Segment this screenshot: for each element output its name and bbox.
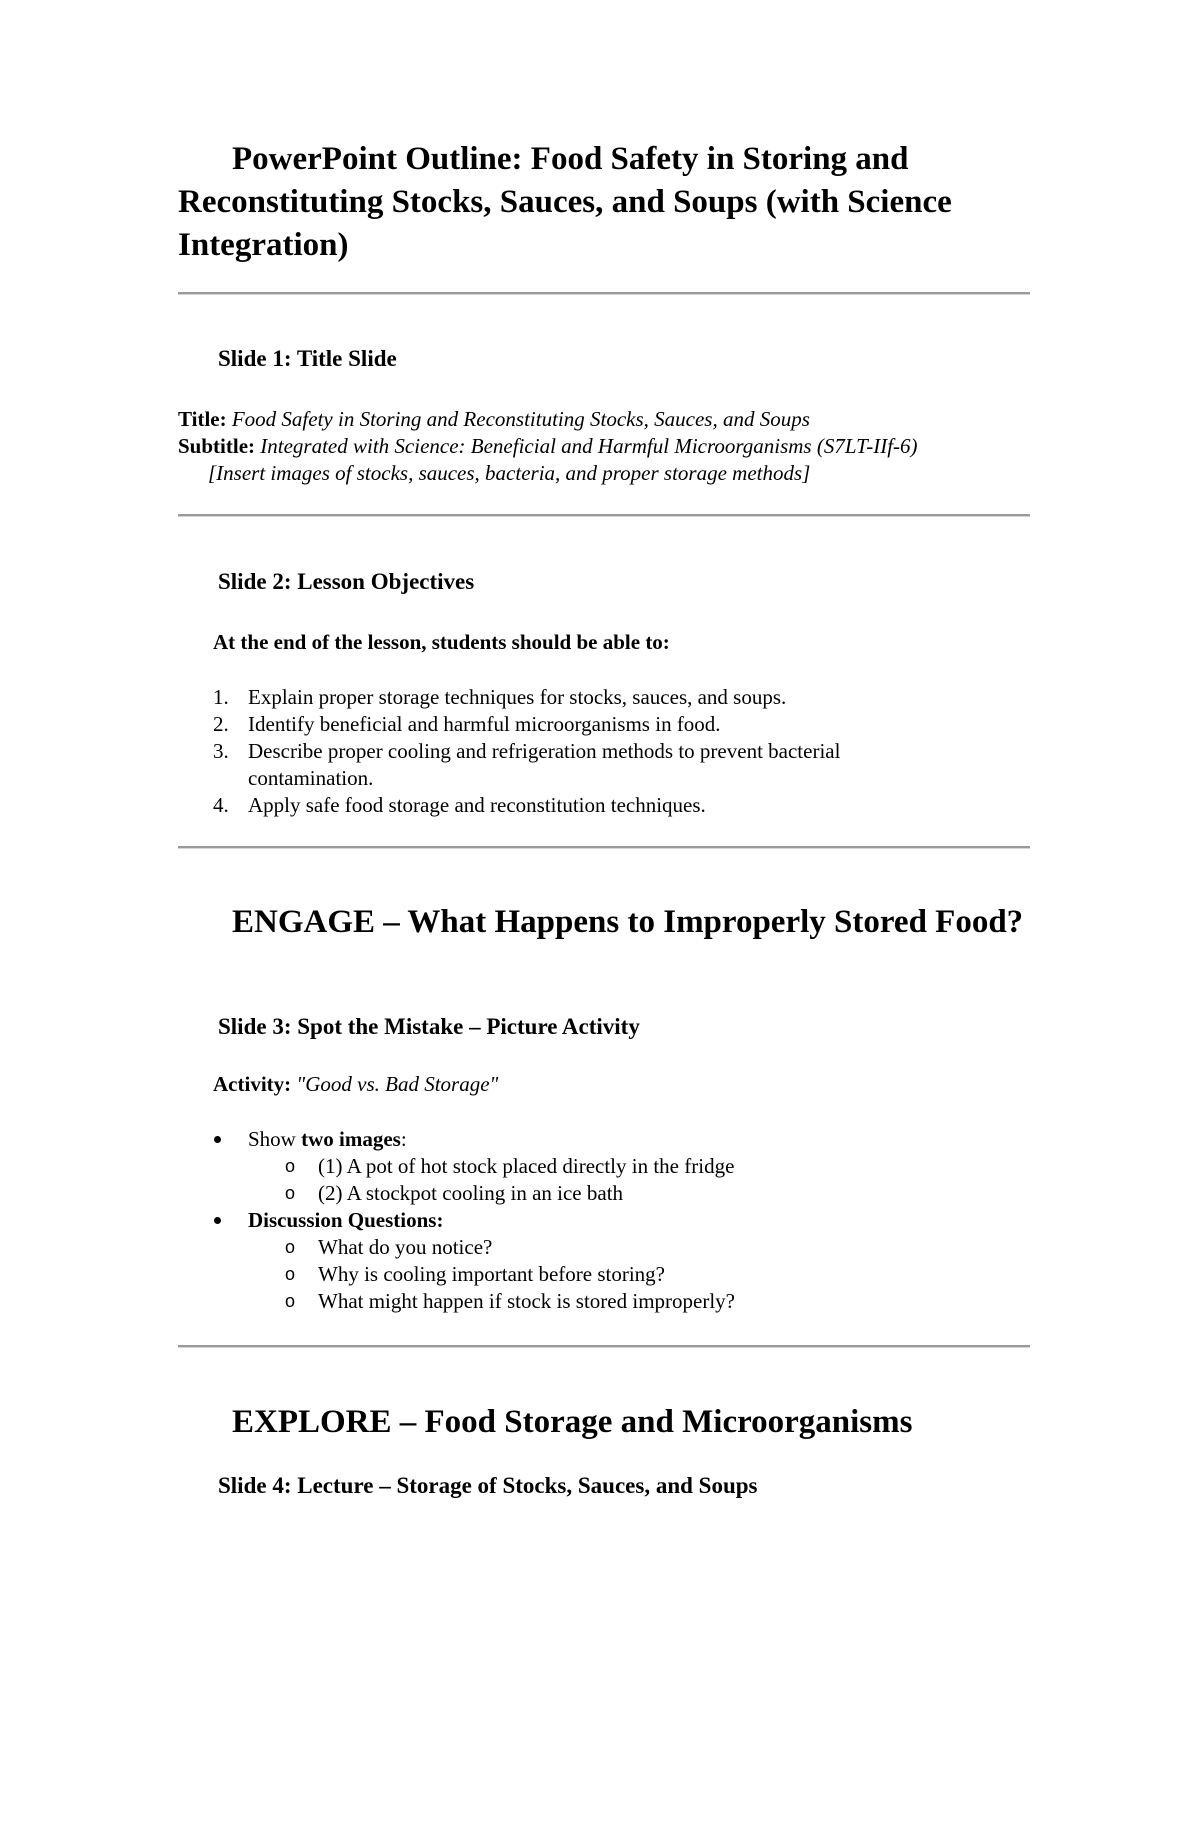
slide-3-heading: Slide 3: Spot the Mistake – Picture Activity bbox=[218, 1014, 640, 1039]
title-label: Title: bbox=[178, 407, 227, 431]
subtitle-label: Subtitle: bbox=[178, 434, 256, 458]
document-title: PowerPoint Outline: Food Safety in Storing and Reconstituting Stocks, Sauces, and Soups (with Science Integration) bbox=[178, 141, 952, 263]
sub-bullet-icon: o bbox=[285, 1183, 296, 1203]
objective-number: 3. bbox=[213, 739, 229, 763]
question-item: What might happen if stock is stored improperly? bbox=[318, 1289, 735, 1313]
engage-section-heading: ENGAGE – What Happens to Improperly Stored Food? bbox=[232, 904, 1024, 940]
sub-bullet-icon: o bbox=[285, 1264, 296, 1284]
horizontal-rule bbox=[178, 292, 1030, 295]
objective-number: 2. bbox=[213, 712, 229, 736]
activity-label: Activity: bbox=[213, 1072, 292, 1096]
sub-bullet-icon: o bbox=[285, 1291, 296, 1311]
activity-value: "Good vs. Bad Storage" bbox=[296, 1072, 499, 1096]
slide-1-subtitle-line bbox=[178, 434, 918, 459]
question-item: What do you notice? bbox=[318, 1235, 493, 1259]
objective-item: Explain proper storage techniques for stocks, sauces, and soups. bbox=[248, 685, 787, 709]
show-prefix: Show bbox=[248, 1127, 296, 1151]
slide-2-heading: Slide 2: Lesson Objectives bbox=[218, 569, 475, 594]
show-images-item bbox=[248, 1127, 407, 1152]
slide-4-heading: Slide 4: Lecture – Storage of Stocks, Sauces, and Soups bbox=[218, 1473, 758, 1498]
bullet-icon bbox=[214, 1217, 221, 1224]
objectives-intro: At the end of the lesson, students should be able to: bbox=[213, 630, 670, 654]
question-item: Why is cooling important before storing? bbox=[318, 1262, 666, 1286]
title-value: Food Safety in Storing and Reconstituting Stocks, Sauces, and Soups bbox=[231, 407, 810, 431]
image-note: [Insert images of stocks, sauces, bacteria, and proper storage methods] bbox=[208, 461, 811, 485]
discussion-questions-label: Discussion Questions: bbox=[248, 1208, 444, 1232]
objective-number: 4. bbox=[213, 793, 229, 817]
explore-section-heading: EXPLORE – Food Storage and Microorganisms bbox=[232, 1404, 913, 1440]
show-suffix: : bbox=[400, 1127, 407, 1151]
image-item: (1) A pot of hot stock placed directly in the fridge bbox=[318, 1154, 735, 1178]
horizontal-rule bbox=[178, 846, 1030, 849]
subtitle-value: Integrated with Science: Beneficial and Harmful Microorganisms (S7LT-IIf-6) bbox=[260, 434, 918, 458]
objective-item: Identify beneficial and harmful microorganisms in food. bbox=[248, 712, 721, 736]
slide-1-heading: Slide 1: Title Slide bbox=[218, 346, 397, 371]
horizontal-rule bbox=[178, 1345, 1030, 1348]
objective-number: 1. bbox=[213, 685, 229, 709]
objective-item-continued: contamination. bbox=[248, 766, 374, 790]
sub-bullet-icon: o bbox=[285, 1156, 296, 1176]
slide-1-title-line bbox=[178, 407, 810, 432]
sub-bullet-icon: o bbox=[285, 1237, 296, 1257]
horizontal-rule bbox=[178, 514, 1030, 517]
activity-line bbox=[213, 1072, 498, 1097]
bullet-icon bbox=[214, 1136, 221, 1143]
objective-item: Apply safe food storage and reconstitution techniques. bbox=[248, 793, 706, 817]
objective-item: Describe proper cooling and refrigeration methods to prevent bacterial bbox=[248, 739, 841, 763]
image-item: (2) A stockpot cooling in an ice bath bbox=[318, 1181, 624, 1205]
show-bold: two images bbox=[301, 1127, 401, 1151]
